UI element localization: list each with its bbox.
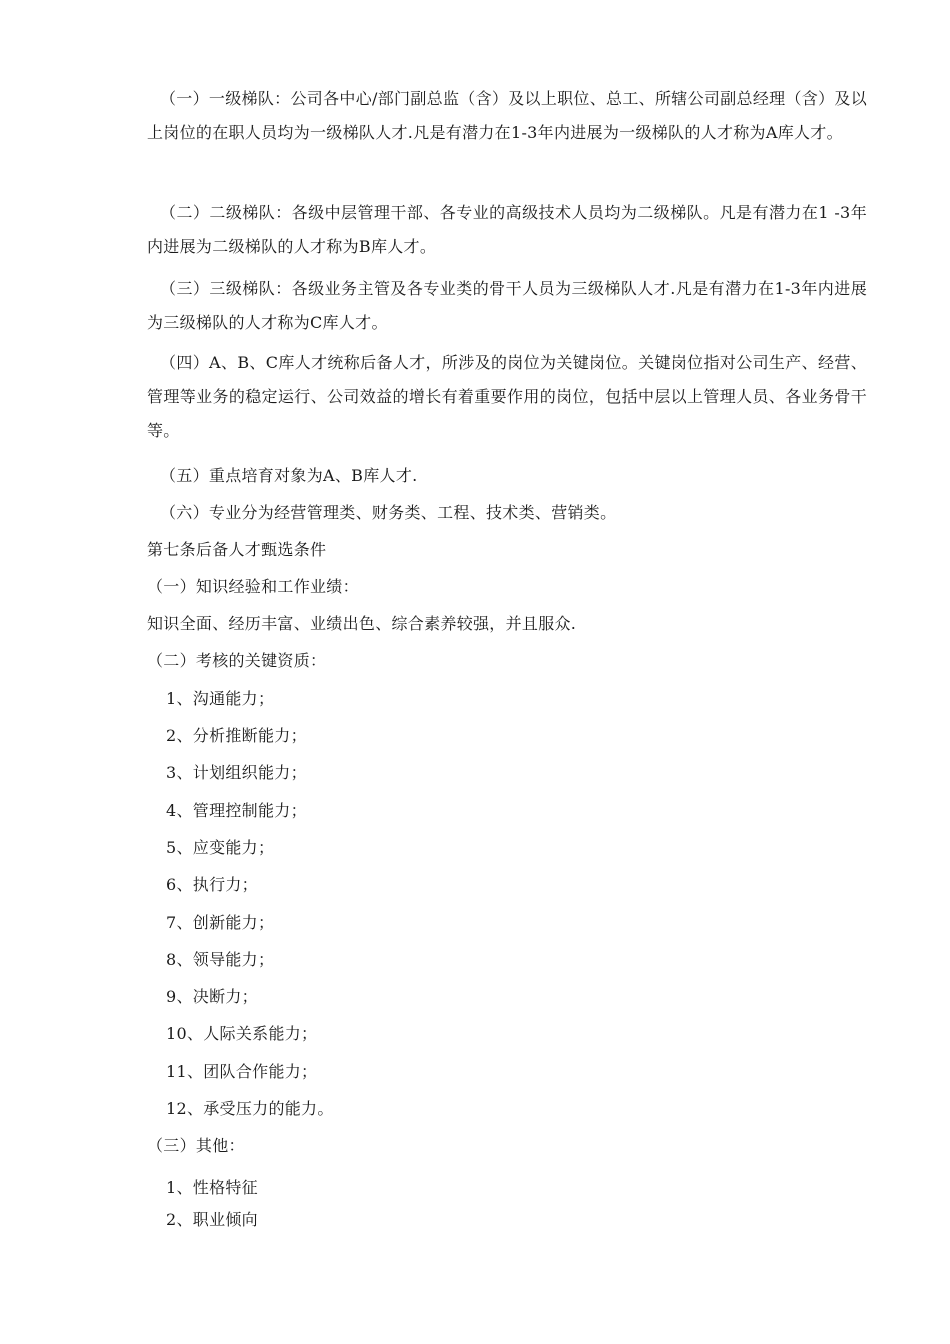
paragraph-tier-two: （二）二级梯队：各级中层管理干部、各专业的高级技术人员均为二级梯队。凡是有潜力在1 -3年内进展为二级梯队的人才称为B库人才。 [147, 203, 867, 256]
ability-item: 5、应变能力； [166, 838, 275, 857]
ability-item: 6、执行力； [166, 875, 258, 894]
ability-item: 2、分析推断能力； [166, 726, 307, 745]
paragraph-tier-one: （一）一级梯队：公司各中心/部门副总监（含）及以上职位、总工、所辖公司副总经理（含）及以上岗位的在职人员均为一级梯队人才.凡是有潜力在1-3年内进展为一级梯队的人才称为A库人才。 [147, 89, 867, 142]
section-knowledge-text: 知识全面、经历丰富、业绩出色、综合素养较强，并且服众. [147, 614, 577, 633]
ability-item: 1、沟通能力； [166, 689, 275, 708]
ability-item: 3、计划组织能力； [166, 763, 307, 782]
section-competencies-heading: （二）考核的关键资质： [147, 651, 327, 670]
ability-item: 9、决断力； [166, 987, 258, 1006]
ability-item: 10、人际关系能力； [166, 1024, 318, 1043]
ability-item: 8、领导能力； [166, 950, 275, 969]
paragraph-tier-three: （三）三级梯队：各级业务主管及各专业类的骨干人员为三级梯队人才.凡是有潜力在1-3年内进展为三级梯队的人才称为C库人才。 [147, 279, 867, 332]
paragraph-specialty-categories: （六）专业分为经营管理类、财务类、工程、技术类、营销类。 [160, 503, 617, 522]
ability-item: 4、管理控制能力； [166, 801, 307, 820]
ability-item: 7、创新能力； [166, 913, 275, 932]
paragraph-focus-training: （五）重点培育对象为A、B库人才. [160, 466, 418, 485]
article-seven-title: 第七条后备人才甄选条件 [147, 540, 327, 559]
section-others-heading: （三）其他： [147, 1136, 245, 1155]
ability-item: 12、承受压力的能力。 [166, 1099, 334, 1118]
other-item: 1、性格特征 [166, 1178, 258, 1197]
other-item: 2、职业倾向 [166, 1210, 258, 1229]
paragraph-key-positions: （四）A、B、C库人才统称后备人才，所涉及的岗位为关键岗位。关键岗位指对公司生产、经营、管理等业务的稳定运行、公司效益的增长有着重要作用的岗位，包括中层以上管理人员、各业务骨干等。 [147, 353, 867, 440]
ability-item: 11、团队合作能力； [166, 1062, 318, 1081]
section-knowledge-heading: （一）知识经验和工作业绩： [147, 577, 359, 596]
